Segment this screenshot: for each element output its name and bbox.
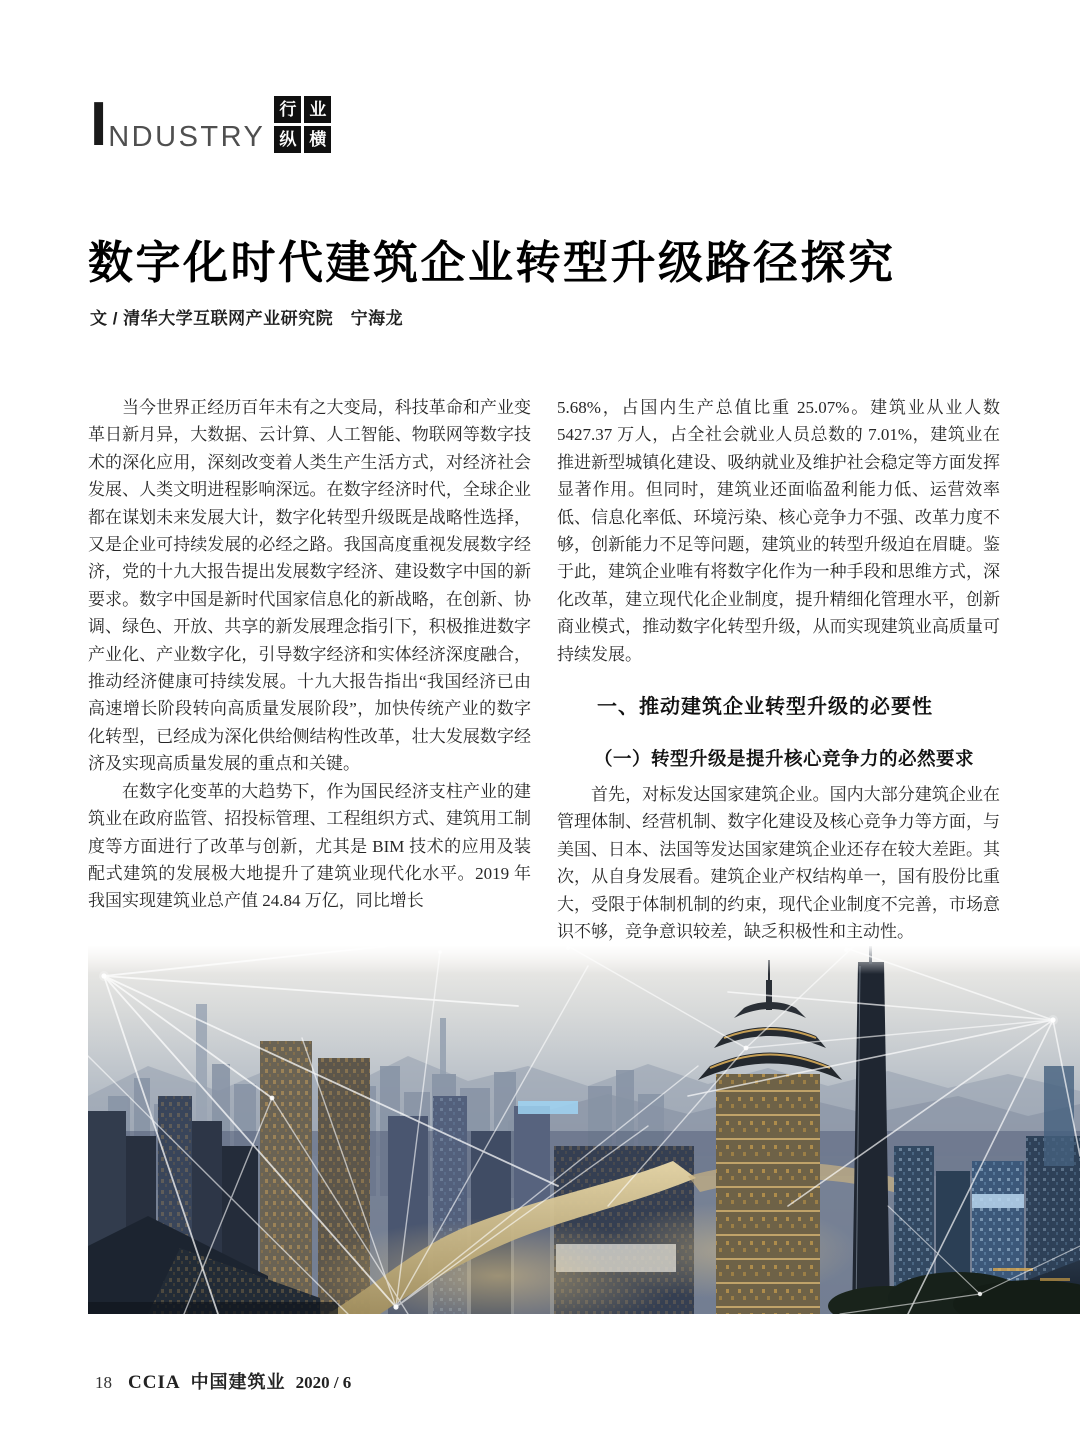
paragraph: 在数字化变革的大趋势下，作为国民经济支柱产业的建筑业在政府监管、招投标管理、工程组织方式、建筑用工制度等方面进行了改革与创新，尤其是 BIM 技术的应用及装配式建筑的发展极大地提升了建筑业现代化水平。2019 年我国实现建筑业总产值 24.84 万亿，同比增长 [88, 781, 531, 911]
journal-abbr: CCIA [128, 1372, 181, 1393]
page-number: 18 [95, 1373, 112, 1392]
paragraph: 当今世界正经历百年未有之大变局，科技革命和产业变革日新月异，大数据、云计算、人工智能、物联网等数字技术的深化应用，深刻改变着人类生产生活方式，对经济社会发展、人类文明进程影响深远。在数字经济时代，全球企业都在谋划未来发展大计，数字化转型升级既是战略性选择，又是企业可持续发展的必经之路。我国高度重视发展数字经济，党的十九大报告提出发展数字经济、建设数字中国的新要求。数字中国是新时代国家信息化的新战略，在创新、协调、绿色、开放、共享的新发展理念指引下，积极推进数字产业化、产业数字化，引导数字经济和实体经济深度融合，推动经济健康可持续发展。十九大报告指出“我国经济已由高速增长阶段转向高质量发展阶段”，加快传统产业的数字化转型，已经成为深化供给侧结构性改革，壮大发展数字经济及实现高质量发展的重点和关键。 [88, 398, 531, 774]
text-column-left [88, 394, 531, 945]
issue-number: 2020 / 6 [295, 1373, 352, 1392]
photo-top-fade [88, 946, 1080, 974]
logo-char: 横 [304, 126, 331, 153]
industry-column-logo [274, 96, 331, 153]
journal-name: 中国建筑业 [190, 1372, 286, 1392]
article-body [88, 394, 1000, 945]
dark-skyscraper [852, 946, 890, 1314]
article-byline: 文 / 清华大学互联网产业研究院 宁海龙 [90, 309, 404, 328]
section-heading: 一、推动建筑企业转型升级的必要性 [597, 696, 933, 719]
page-footer [95, 1368, 351, 1394]
section-masthead [90, 90, 331, 160]
paragraph: 首先，对标发达国家建筑企业。国内大部分建筑企业在管理体制、经营机制、数字化建设及核心竞争力等方面，与美国、日本、法国等发达国家建筑企业还存在较大差距。其次，从自身发展看。建筑企业产权结构单一，国有股份比重大，受限于体制机制的约束，现代企业制度不完善，市场意识不够，竞争意识较差，缺乏积极性和主动性。 [557, 784, 1000, 941]
city-skyline-illustration [88, 946, 1080, 1314]
logo-char: 纵 [274, 126, 301, 153]
paragraph: 5.68%，占国内生产总值比重 25.07%。建筑业从业人数 5427.37 万人，占全社会就业人员总数的 7.01%，建筑业在推进新型城镇化建设、吸纳就业及维护社会稳定等方面发挥显著作用。但同时，建筑业还面临盈利能力低、运营效率低、信息化率低、环境污染、核心竞争力不强、改革力度不够，创新能力不足等问题，建筑业的转型升级迫在眉睫。鉴于此，建筑企业唯有将数字化作为一种手段和思维方式，深化改革，建立现代化企业制度，提升精细化管理水平，创新商业模式，推动数字化转型升级，从而实现建筑业高质量可持续发展。 [557, 398, 1000, 664]
logo-char: 行 [274, 96, 301, 123]
text-column-right [557, 394, 1000, 945]
city-skyline-photo [88, 946, 1080, 1314]
sub-heading: （一）转型升级是提升核心竞争力的必然要求 [594, 748, 975, 770]
masthead-initial: I [90, 90, 108, 160]
masthead-word: NDUSTRY [108, 121, 266, 153]
logo-char: 业 [304, 96, 331, 123]
article-title: 数字化时代建筑企业转型升级路径探究 [88, 237, 896, 288]
